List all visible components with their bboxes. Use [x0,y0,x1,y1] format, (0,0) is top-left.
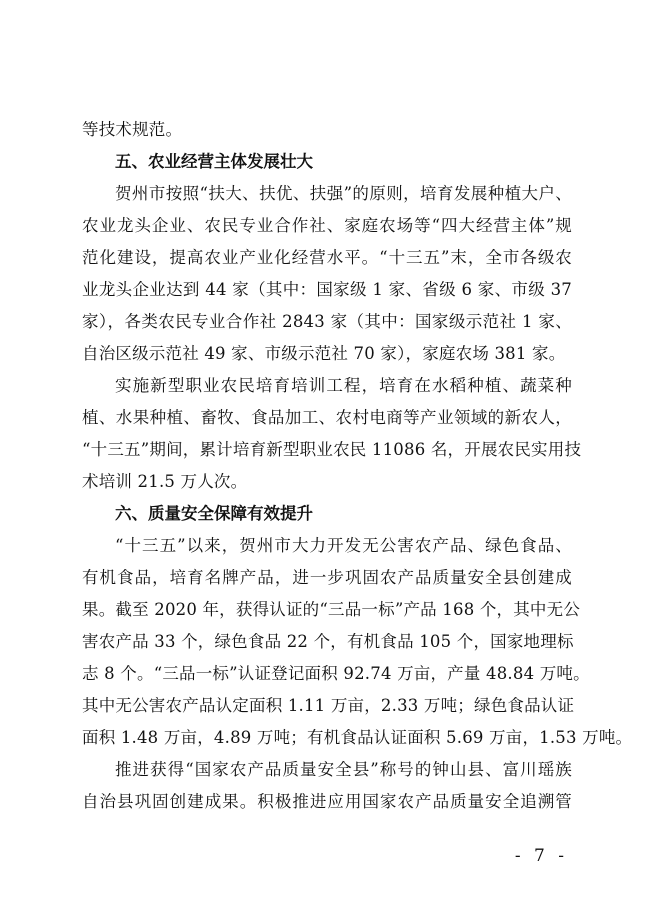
paragraph-line: 面积 1.48 万亩，4.89 万吨；有机食品认证面积 5.69 万亩，1.53 万吨。 [82,728,633,747]
paragraph-line: 果。截至 2020 年，获得认证的“三品一标”产品 168 个，其中无公 [82,600,581,619]
paragraph-farmer-training [82,370,582,498]
page-number: - 7 - [514,846,568,866]
section-heading-5: 五、农业经营主体发展壮大 [115,152,313,171]
paragraph-line: “十三五”以来，贺州市大力开发无公害农产品、绿色食品、 [115,536,572,555]
paragraph-line: 自治县巩固创建成果。积极推进应用国家农产品质量安全追溯管 [82,792,572,811]
paragraph-line: 业龙头企业达到 44 家（其中：国家级 1 家、省级 6 家、市级 37 [82,280,572,299]
document-body [82,114,633,818]
paragraph-line: 自治区级示范社 49 家、市级示范社 70 家），家庭农场 381 家。 [82,344,566,363]
paragraph-line: 推进获得“国家农产品质量安全县”称号的钟山县、富川瑶族 [115,760,572,779]
paragraph-quality-safety-county [82,754,572,818]
paragraph-line: 等技术规范。 [82,120,183,139]
paragraph-line: 有机食品，培育名牌产品，进一步巩固农产品质量安全县创建成 [82,568,572,587]
paragraph-line: 农业龙头企业、农民专业合作社、家庭农场等“四大经营主体”规 [82,216,572,235]
paragraph-line: 贺州市按照“扶大、扶优、扶强”的原则，培育发展种植大户、 [115,184,572,203]
paragraph-line: 范化建设，提高农业产业化经营水平。“十三五”末，全市各级农 [82,248,572,267]
paragraph-line: 家），各类农民专业合作社 2843 家（其中：国家级示范社 1 家、 [82,312,572,331]
paragraph-line: 志 8 个。“三品一标”认证登记面积 92.74 万亩，产量 48.84 万吨。 [82,664,590,683]
paragraph-line: “十三五”期间，累计培育新型职业农民 11086 名，开展农民实用技 [82,440,582,459]
paragraph-line: 术培训 21.5 万人次。 [82,472,248,491]
paragraph-line: 其中无公害农产品认定面积 1.11 万亩，2.33 万吨；绿色食品认证 [82,696,575,715]
paragraph-line: 害农产品 33 个，绿色食品 22 个，有机食品 105 个，国家地理标 [82,632,574,651]
paragraph-quality-certification [82,530,633,754]
paragraph-operating-entities [82,178,572,370]
paragraph-line: 植、水果种植、畜牧、食品加工、农村电商等产业领域的新农人， [82,408,572,427]
section-heading-6: 六、质量安全保障有效提升 [115,504,313,523]
paragraph-line: 实施新型职业农民培育培训工程，培育在水稻种植、蔬菜种 [115,376,572,395]
